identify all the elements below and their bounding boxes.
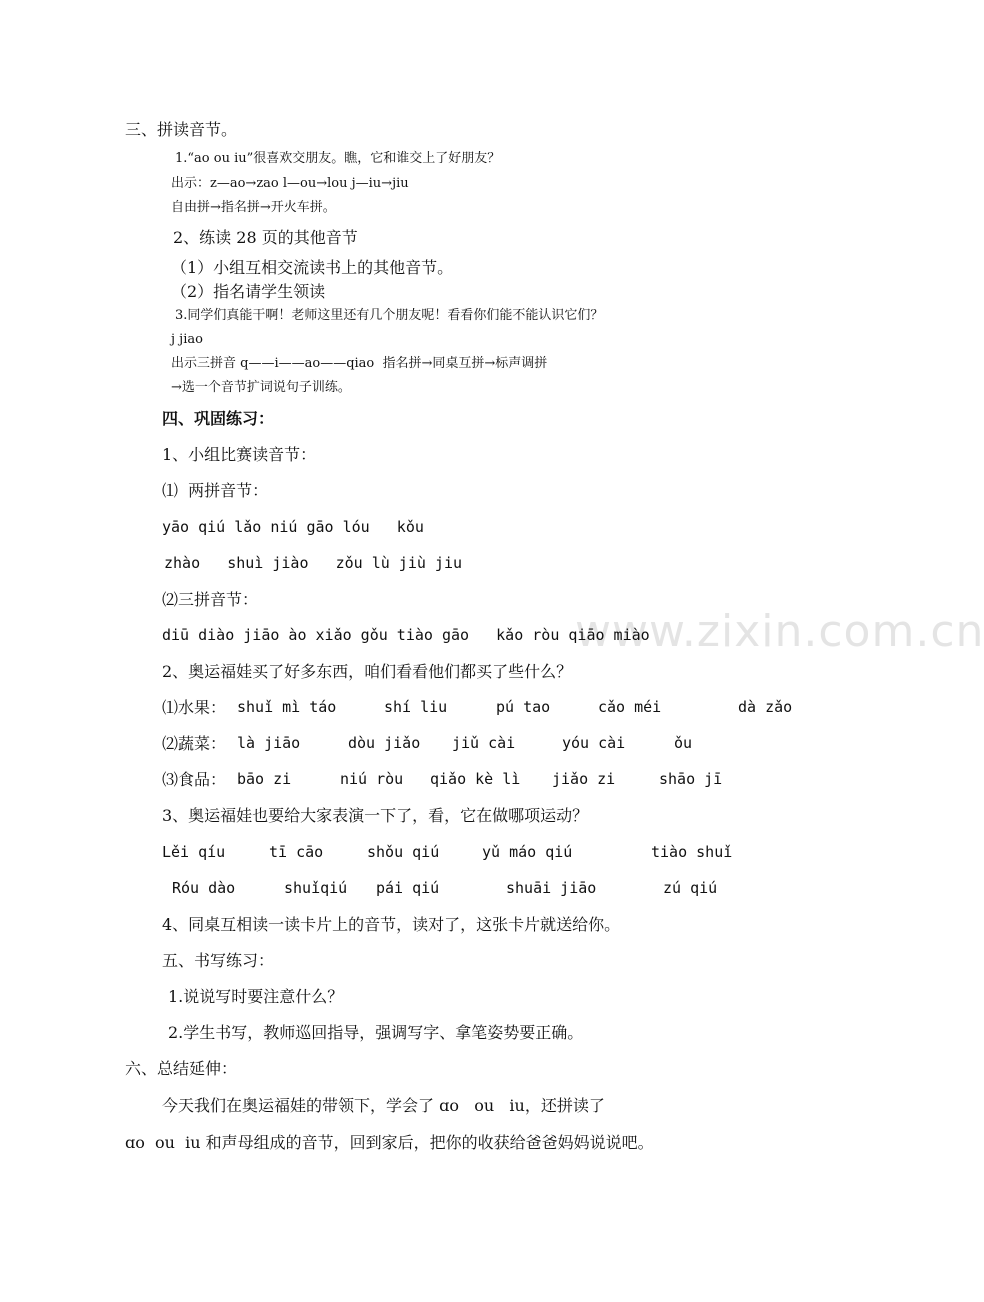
- sec3-line-10: →选一个音节扩词说句子训练。: [171, 380, 351, 395]
- food-label: ⑶食品：: [162, 770, 227, 789]
- food-row: [162, 772, 782, 790]
- fruit-item: shuǐ mì táo: [237, 698, 337, 716]
- pinyin-row-1: yāo qiú lǎo niú gāo lóu kǒu: [162, 518, 424, 536]
- sec3-line-3: 自由拼→指名拼→开火车拼。: [171, 200, 336, 215]
- sport-item: tī cāo: [269, 843, 324, 861]
- sec4-sub-2: 2、奥运福娃买了好多东西，咱们看看他们都买了些什么？: [162, 662, 573, 681]
- food-item: qiǎo kè lì: [430, 770, 521, 788]
- food-item: niú ròu: [340, 770, 404, 788]
- fruit-item: pú tao: [496, 698, 551, 716]
- section-6-heading: 六、总结延伸：: [125, 1059, 238, 1078]
- sec3-line-5: （1）小组互相交流读书上的其他音节。: [171, 258, 454, 277]
- sec5-line-1: 1.说说写时要注意什么？: [168, 987, 344, 1006]
- vegetable-item: dòu jiǎo: [348, 734, 421, 752]
- pinyin-row-3: diū diào jiāo ào xiǎo gǒu tiào gāo kǎo ròu qiāo miào: [162, 626, 650, 644]
- sec4-sub-3: 3、奥运福娃也要给大家表演一下了，看，它在做哪项运动？: [162, 806, 589, 825]
- section-4-heading: 四、巩固练习：: [162, 409, 275, 428]
- sec3-line-4: 2、练读 28 页的其他音节: [173, 228, 358, 247]
- fruit-label: ⑴水果：: [162, 698, 227, 717]
- sec4-sub-4: 4、同桌互相读一读卡片上的音节，读对了，这张卡片就送给你。: [162, 915, 621, 934]
- sec3-line-9: 出示三拼音 q——i——ao——qiao 指名拼→同桌互拼→标声调拼: [171, 356, 548, 371]
- summary-line-2: ɑo ou iu 和声母组成的音节，回到家后，把你的收获给爸爸妈妈说说吧。: [125, 1133, 654, 1152]
- sec3-line-8: j jiao: [171, 332, 203, 347]
- food-item: jiǎo zi: [552, 770, 616, 788]
- sport-item: tiào shuǐ: [651, 843, 733, 861]
- sec4-sub-1b: ⑵三拼音节：: [162, 590, 259, 609]
- fruit-item: shí liu: [384, 698, 448, 716]
- section-5-heading: 五、书写练习：: [162, 951, 275, 970]
- pinyin-row-2: zhào shuì jiào zǒu lù jiù jiu: [164, 554, 463, 572]
- sec3-line-6: （2）指名请学生领读: [171, 282, 326, 301]
- sport-item: shuāi jiāo: [506, 879, 597, 897]
- watermark: www.zixin.com.cn: [575, 606, 984, 657]
- fruit-item: dà zǎo: [738, 698, 793, 716]
- food-item: bāo zi: [237, 770, 292, 788]
- summary-line-1: 今天我们在奥运福娃的带领下，学会了 ɑo ou iu，还拼读了: [162, 1096, 605, 1115]
- fruit-item: cǎo méi: [598, 698, 662, 716]
- sport-item: Róu dào: [172, 879, 236, 897]
- sport-item: shuǐqiú: [284, 879, 348, 897]
- section-3-heading: 三、拼读音节。: [125, 120, 238, 139]
- vegetable-item: là jiāo: [237, 734, 301, 752]
- vegetable-item: jiǔ cài: [452, 734, 516, 752]
- sport-row-2: [172, 881, 782, 899]
- sec5-line-2: 2.学生书写，教师巡回指导，强调写字、拿笔姿势要正确。: [168, 1023, 584, 1042]
- vegetable-item: yóu cài: [562, 734, 626, 752]
- vegetable-row: [162, 736, 782, 754]
- vegetable-label: ⑵蔬菜：: [162, 734, 227, 753]
- sec4-sub-1: 1、小组比赛读音节：: [162, 445, 317, 464]
- sport-item: shǒu qiú: [367, 843, 440, 861]
- sport-item: yǔ máo qiú: [482, 843, 573, 861]
- vegetable-item: ǒu: [674, 734, 693, 752]
- sport-row-1: [162, 845, 782, 863]
- sec4-sub-1a: ⑴ 两拼音节：: [162, 481, 269, 500]
- food-item: shāo jī: [659, 770, 723, 788]
- sec3-line-1: 1.“ao ou iu”很喜欢交朋友。瞧，它和谁交上了好朋友？: [175, 151, 501, 166]
- sport-item: pái qiú: [376, 879, 440, 897]
- sport-item: zú qiú: [663, 879, 718, 897]
- sec3-line-2: 出示：z—ao→zao l—ou→lou j—iu→jiu: [171, 176, 409, 191]
- sec3-line-7: 3.同学们真能干啊！老师这里还有几个朋友呢！看看你们能不能认识它们？: [175, 308, 604, 323]
- sport-item: Lěi qíu: [162, 843, 226, 861]
- fruit-row: [162, 698, 793, 718]
